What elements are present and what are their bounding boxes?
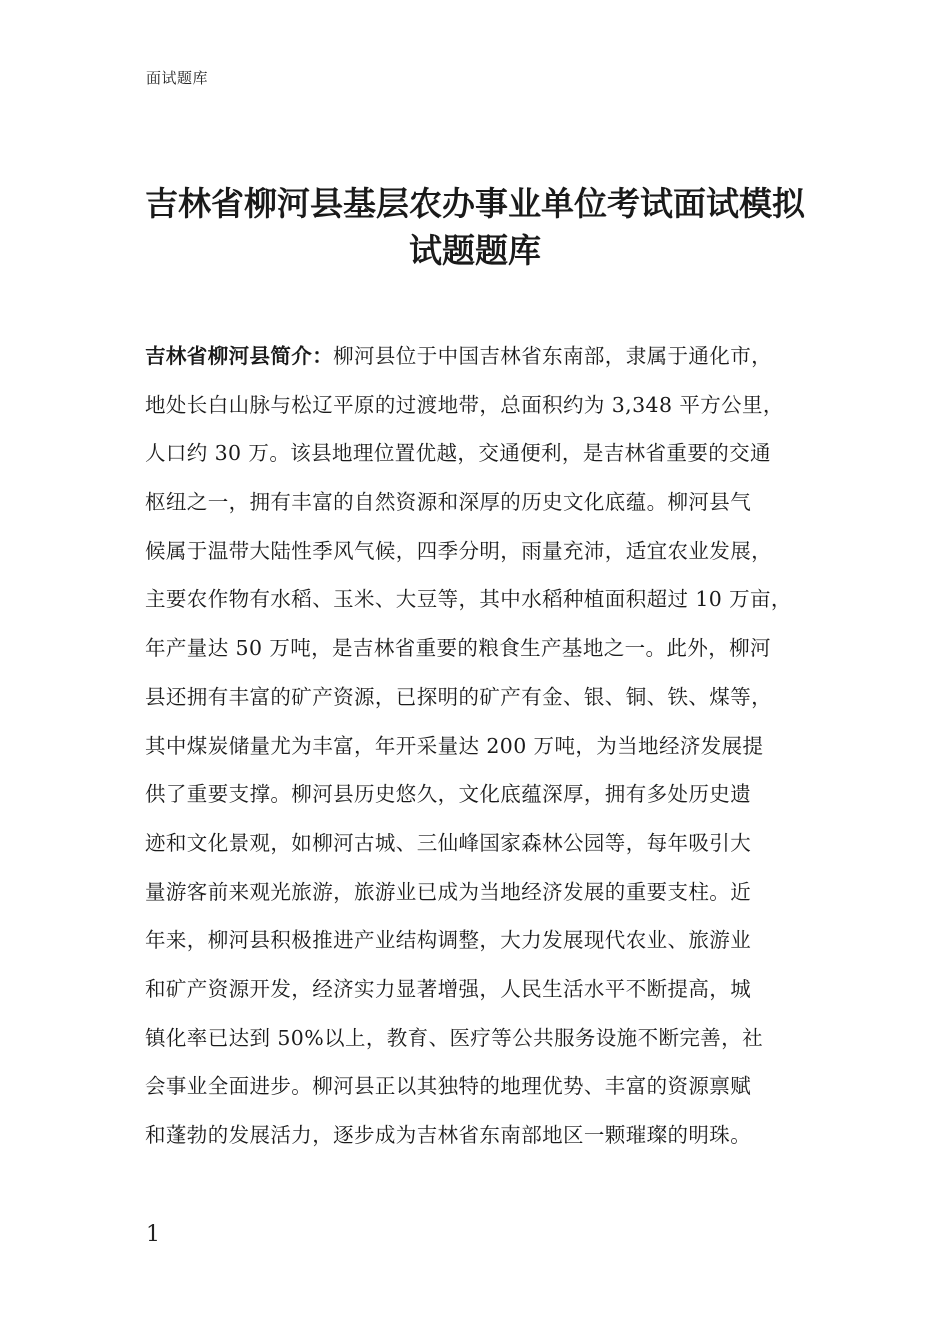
running-header: 面试题库 <box>146 69 209 87</box>
paragraph-line <box>145 332 835 381</box>
paragraph-line: 地处长白山脉与松辽平原的过渡地带，总面积约为 3,348 平方公里， <box>145 392 784 417</box>
paragraph-line: 候属于温带大陆性季风气候，四季分明，雨量充沛，适宜农业发展， <box>145 538 772 563</box>
document-title-line-1: 吉林省柳河县基层农办事业单位考试面试模拟 <box>145 184 805 223</box>
paragraph-line: 供了重要支撑。柳河县历史悠久，文化底蕴深厚，拥有多处历史遗 <box>145 782 752 807</box>
intro-lead-label: 吉林省柳河县简介： <box>145 344 334 368</box>
paragraph-line: 和蓬勃的发展活力，逐步成为吉林省东南部地区一颗璀璨的明珠。 <box>145 1123 752 1147</box>
paragraph-line: 枢纽之一，拥有丰富的自然资源和深厚的历史文化底蕴。柳河县气 <box>145 490 752 515</box>
paragraph-line: 其中煤炭储量尤为丰富，年开采量达 200 万吨，为当地经济发展提 <box>145 733 764 758</box>
paragraph-line: 主要农作物有水稻、玉米、大豆等，其中水稻种植面积超过 10 万亩， <box>145 587 792 612</box>
paragraph-line: 量游客前来观光旅游，旅游业已成为当地经济发展的重要支柱。近 <box>145 879 752 904</box>
paragraph-line: 迹和文化景观，如柳河古城、三仙峰国家森林公园等，每年吸引大 <box>145 830 752 855</box>
paragraph-line: 年产量达 50 万吨，是吉林省重要的粮食生产基地之一。此外，柳河 <box>145 636 771 661</box>
paragraph-line: 会事业全面进步。柳河县正以其独特的地理优势、丰富的资源禀赋 <box>145 1074 752 1099</box>
paragraph-line: 年来，柳河县积极推进产业结构调整，大力发展现代农业、旅游业 <box>145 928 752 953</box>
intro-paragraph <box>145 332 835 1160</box>
page-number: 1 <box>146 1222 160 1247</box>
paragraph-line: 人口约 30 万。该县地理位置优越，交通便利，是吉林省重要的交通 <box>145 441 771 466</box>
paragraph-line: 镇化率已达到 50%以上，教育、医疗等公共服务设施不断完善，社 <box>145 1025 763 1050</box>
document-title-line-2: 试题题库 <box>409 231 541 270</box>
paragraph-line: 和矿产资源开发，经济实力显著增强，人民生活水平不断提高，城 <box>145 976 752 1001</box>
paragraph-line-text: 柳河县位于中国吉林省东南部，隶属于通化市， <box>333 344 773 368</box>
paragraph-line: 县还拥有丰富的矿产资源，已探明的矿产有金、银、铜、铁、煤等， <box>145 684 772 709</box>
